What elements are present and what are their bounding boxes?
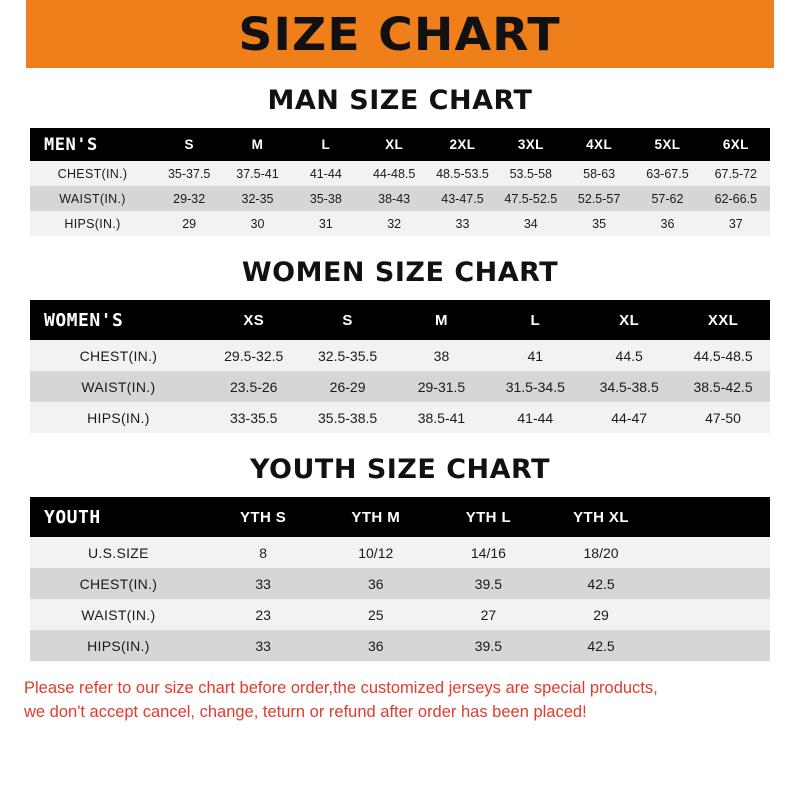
table-cell: 37 (702, 211, 770, 236)
row-label: CHEST(IN.) (30, 568, 207, 599)
table-row (30, 402, 770, 433)
table-row (30, 568, 770, 599)
table-cell: 35.5-38.5 (301, 402, 395, 433)
table-cell: 33-35.5 (207, 402, 301, 433)
column-header: YTH L (432, 497, 545, 537)
table-cell: 36 (633, 211, 701, 236)
column-header: MEN'S (30, 128, 155, 161)
table-cell: 29 (545, 599, 658, 630)
table-cell: 33 (207, 630, 320, 661)
table-cell: 62-66.5 (702, 186, 770, 211)
table-row (30, 599, 770, 630)
table-cell: 31.5-34.5 (488, 371, 582, 402)
footer-note-line-2: we don't accept cancel, change, teturn or refund after order has been placed! (24, 702, 587, 721)
table-row (30, 340, 770, 371)
table-header-row (30, 128, 770, 161)
table-row (30, 537, 770, 568)
table-cell: 10/12 (319, 537, 432, 568)
youth-section-title: YOUTH SIZE CHART (249, 454, 551, 485)
row-label: CHEST(IN.) (30, 161, 155, 186)
row-label: HIPS(IN.) (30, 630, 207, 661)
column-header: S (301, 300, 395, 340)
table-cell: 36 (319, 630, 432, 661)
table-cell: 38.5-41 (395, 402, 489, 433)
table-row (30, 630, 770, 661)
table-cell: 63-67.5 (633, 161, 701, 186)
table-cell: 44-47 (582, 402, 676, 433)
youth-table-wrap (30, 497, 770, 661)
man-section-title: MAN SIZE CHART (267, 85, 533, 116)
table-cell (657, 630, 770, 661)
column-header: S (155, 128, 223, 161)
header-banner (0, 0, 800, 68)
table-cell: 25 (319, 599, 432, 630)
column-header: 5XL (633, 128, 701, 161)
column-header: M (223, 128, 291, 161)
column-header: L (488, 300, 582, 340)
table-cell: 67.5-72 (702, 161, 770, 186)
row-label: U.S.SIZE (30, 537, 207, 568)
table-cell: 35-38 (292, 186, 360, 211)
table-header-row (30, 300, 770, 340)
table-cell: 34.5-38.5 (582, 371, 676, 402)
column-header: YTH XL (545, 497, 658, 537)
footer-note-line-1: Please refer to our size chart before order,the customized jerseys are special products, (24, 679, 658, 697)
table-cell: 27 (432, 599, 545, 630)
column-header: 6XL (702, 128, 770, 161)
table-cell: 37.5-41 (223, 161, 291, 186)
table-cell: 26-29 (301, 371, 395, 402)
row-label: CHEST(IN.) (30, 340, 207, 371)
column-header: XXL (676, 300, 770, 340)
column-header: YTH M (319, 497, 432, 537)
table-cell: 41-44 (292, 161, 360, 186)
table-cell: 41 (488, 340, 582, 371)
table-cell: 30 (223, 211, 291, 236)
column-header: XL (582, 300, 676, 340)
table-cell: 33 (207, 568, 320, 599)
table-cell: 8 (207, 537, 320, 568)
table-cell: 38-43 (360, 186, 428, 211)
banner-right-margin (774, 0, 800, 68)
column-header: 2XL (428, 128, 496, 161)
table-cell: 32 (360, 211, 428, 236)
table-cell: 31 (292, 211, 360, 236)
page-title: SIZE CHART (238, 7, 562, 61)
table-cell: 29-32 (155, 186, 223, 211)
table-cell: 18/20 (545, 537, 658, 568)
column-header: WOMEN'S (30, 300, 207, 340)
table-cell: 44-48.5 (360, 161, 428, 186)
table-cell: 58-63 (565, 161, 633, 186)
column-header: M (395, 300, 489, 340)
table-cell: 47.5-52.5 (497, 186, 565, 211)
table-cell: 36 (319, 568, 432, 599)
table-cell: 33 (428, 211, 496, 236)
row-label: WAIST(IN.) (30, 371, 207, 402)
man-table-wrap (30, 128, 770, 236)
table-cell: 39.5 (432, 568, 545, 599)
column-header: YTH S (207, 497, 320, 537)
column-header: XS (207, 300, 301, 340)
youth-size-table (30, 497, 770, 661)
table-cell: 44.5-48.5 (676, 340, 770, 371)
table-cell (657, 599, 770, 630)
table-cell: 42.5 (545, 630, 658, 661)
table-cell (657, 537, 770, 568)
table-cell: 39.5 (432, 630, 545, 661)
table-header-row (30, 497, 770, 537)
table-cell: 34 (497, 211, 565, 236)
column-header: 3XL (497, 128, 565, 161)
table-cell: 47-50 (676, 402, 770, 433)
row-label: WAIST(IN.) (30, 599, 207, 630)
row-label: WAIST(IN.) (30, 186, 155, 211)
column-header: YOUTH (30, 497, 207, 537)
women-section-title: WOMEN SIZE CHART (241, 257, 559, 288)
table-row (30, 211, 770, 236)
column-header: XL (360, 128, 428, 161)
women-size-table (30, 300, 770, 433)
table-row (30, 161, 770, 186)
table-cell: 29-31.5 (395, 371, 489, 402)
table-cell: 48.5-53.5 (428, 161, 496, 186)
table-row (30, 371, 770, 402)
man-size-table (30, 128, 770, 236)
table-cell: 32.5-35.5 (301, 340, 395, 371)
table-cell (657, 568, 770, 599)
table-cell: 35-37.5 (155, 161, 223, 186)
table-cell: 29.5-32.5 (207, 340, 301, 371)
row-label: HIPS(IN.) (30, 211, 155, 236)
banner-left-margin (0, 0, 26, 68)
table-cell: 38.5-42.5 (676, 371, 770, 402)
footer-note (24, 677, 776, 725)
table-cell: 42.5 (545, 568, 658, 599)
table-cell: 57-62 (633, 186, 701, 211)
table-cell: 43-47.5 (428, 186, 496, 211)
column-header: L (292, 128, 360, 161)
table-cell: 35 (565, 211, 633, 236)
table-cell: 29 (155, 211, 223, 236)
table-cell: 32-35 (223, 186, 291, 211)
table-cell: 44.5 (582, 340, 676, 371)
column-header: 4XL (565, 128, 633, 161)
table-cell: 38 (395, 340, 489, 371)
table-row (30, 186, 770, 211)
table-cell: 14/16 (432, 537, 545, 568)
women-table-wrap (30, 300, 770, 433)
column-header (657, 497, 770, 537)
table-cell: 41-44 (488, 402, 582, 433)
table-cell: 23 (207, 599, 320, 630)
table-cell: 53.5-58 (497, 161, 565, 186)
table-cell: 23.5-26 (207, 371, 301, 402)
row-label: HIPS(IN.) (30, 402, 207, 433)
table-cell: 52.5-57 (565, 186, 633, 211)
